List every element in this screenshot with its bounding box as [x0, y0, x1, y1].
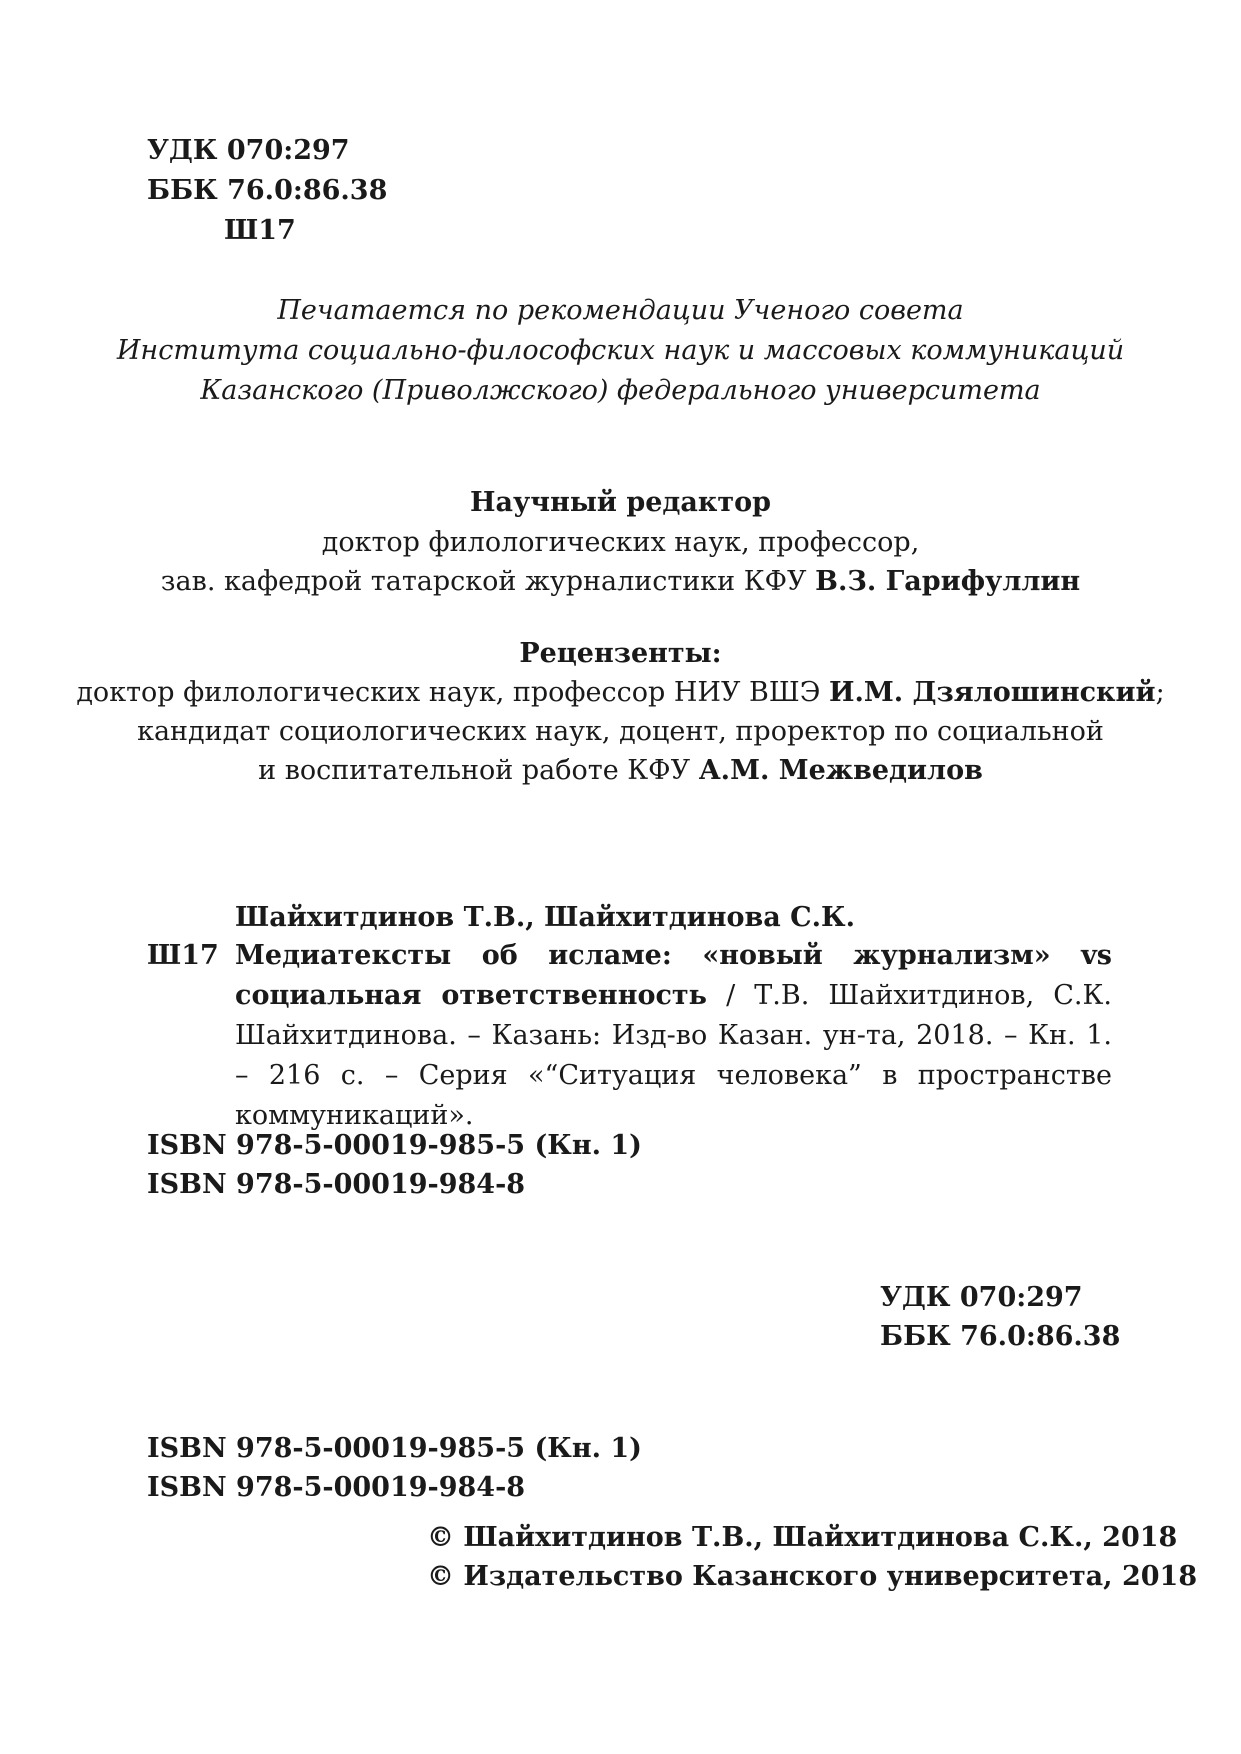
catalog-title: Медиатексты об исламе: «новый журнализм» vs социальная ответственность: [235, 940, 1112, 1011]
catalog-details: / Т.В. Шайхитдинов, С.К. Шайхитдинова. – Казань: Изд-во Казан. ун-та, 2018. – Кн. 1. – 216 с. – Серия «“Ситуация человека” в пространстве коммуникаций».: [235, 980, 1112, 1131]
catalog-authors: Шайхитдинов Т.В., Шайхитдинова С.К.: [235, 902, 855, 933]
reviewer-1-suffix: ;: [1155, 677, 1165, 708]
reviewer-2-position: и воспитательной работе КФУ: [258, 755, 699, 786]
udk-code: УДК 070:297: [147, 135, 350, 166]
editor-heading: Научный редактор: [470, 487, 771, 518]
bbk-code-right: ББК 76.0:86.38: [880, 1321, 1121, 1352]
reviewer-2-name: А.М. Межведилов: [698, 755, 983, 786]
editor-line-2: [0, 562, 1241, 602]
catalog-sign: Ш17: [147, 940, 219, 971]
recommendation-line-2: Института социально-философских наук и массовых коммуникаций: [116, 335, 1125, 366]
editor-position: зав. кафедрой татарской журналистики КФУ: [160, 566, 816, 597]
isbn-book-1: ISBN 978-5-00019-985-5 (Кн. 1): [147, 1130, 642, 1161]
editor-line-1: доктор филологических наук, профессор,: [321, 527, 920, 558]
bbk-code: ББК 76.0:86.38: [147, 175, 388, 206]
isbn-series-bottom: ISBN 978-5-00019-984-8: [147, 1472, 526, 1503]
copyright-publisher: © Издательство Казанского университета, 2018: [427, 1561, 1198, 1592]
reviewer-2-line-1: кандидат социологических наук, доцент, проректор по социальной: [137, 716, 1104, 747]
reviewers-heading: Рецензенты:: [519, 638, 722, 669]
recommendation-line-1: Печатается по рекомендации Ученого совета: [277, 295, 964, 326]
reviewer-1-name: И.М. Дзялошинский: [828, 677, 1156, 708]
editor-name: В.З. Гарифуллин: [815, 566, 1081, 597]
copyright-authors: © Шайхитдинов Т.В., Шайхитдинова С.К., 2018: [427, 1522, 1178, 1553]
author-sign: Ш17: [224, 215, 296, 246]
isbn-book-1-bottom: ISBN 978-5-00019-985-5 (Кн. 1): [147, 1433, 642, 1464]
recommendation-line-3: Казанского (Приволжского) федерального университета: [200, 375, 1041, 406]
isbn-series: ISBN 978-5-00019-984-8: [147, 1169, 526, 1200]
reviewer-2-line-2: [0, 751, 1241, 791]
reviewer-1-position: доктор филологических наук, профессор НИУ ВШЭ: [76, 677, 829, 708]
udk-code-right: УДК 070:297: [880, 1282, 1083, 1313]
reviewer-1: [0, 673, 1241, 713]
catalog-description: [235, 936, 1112, 1136]
